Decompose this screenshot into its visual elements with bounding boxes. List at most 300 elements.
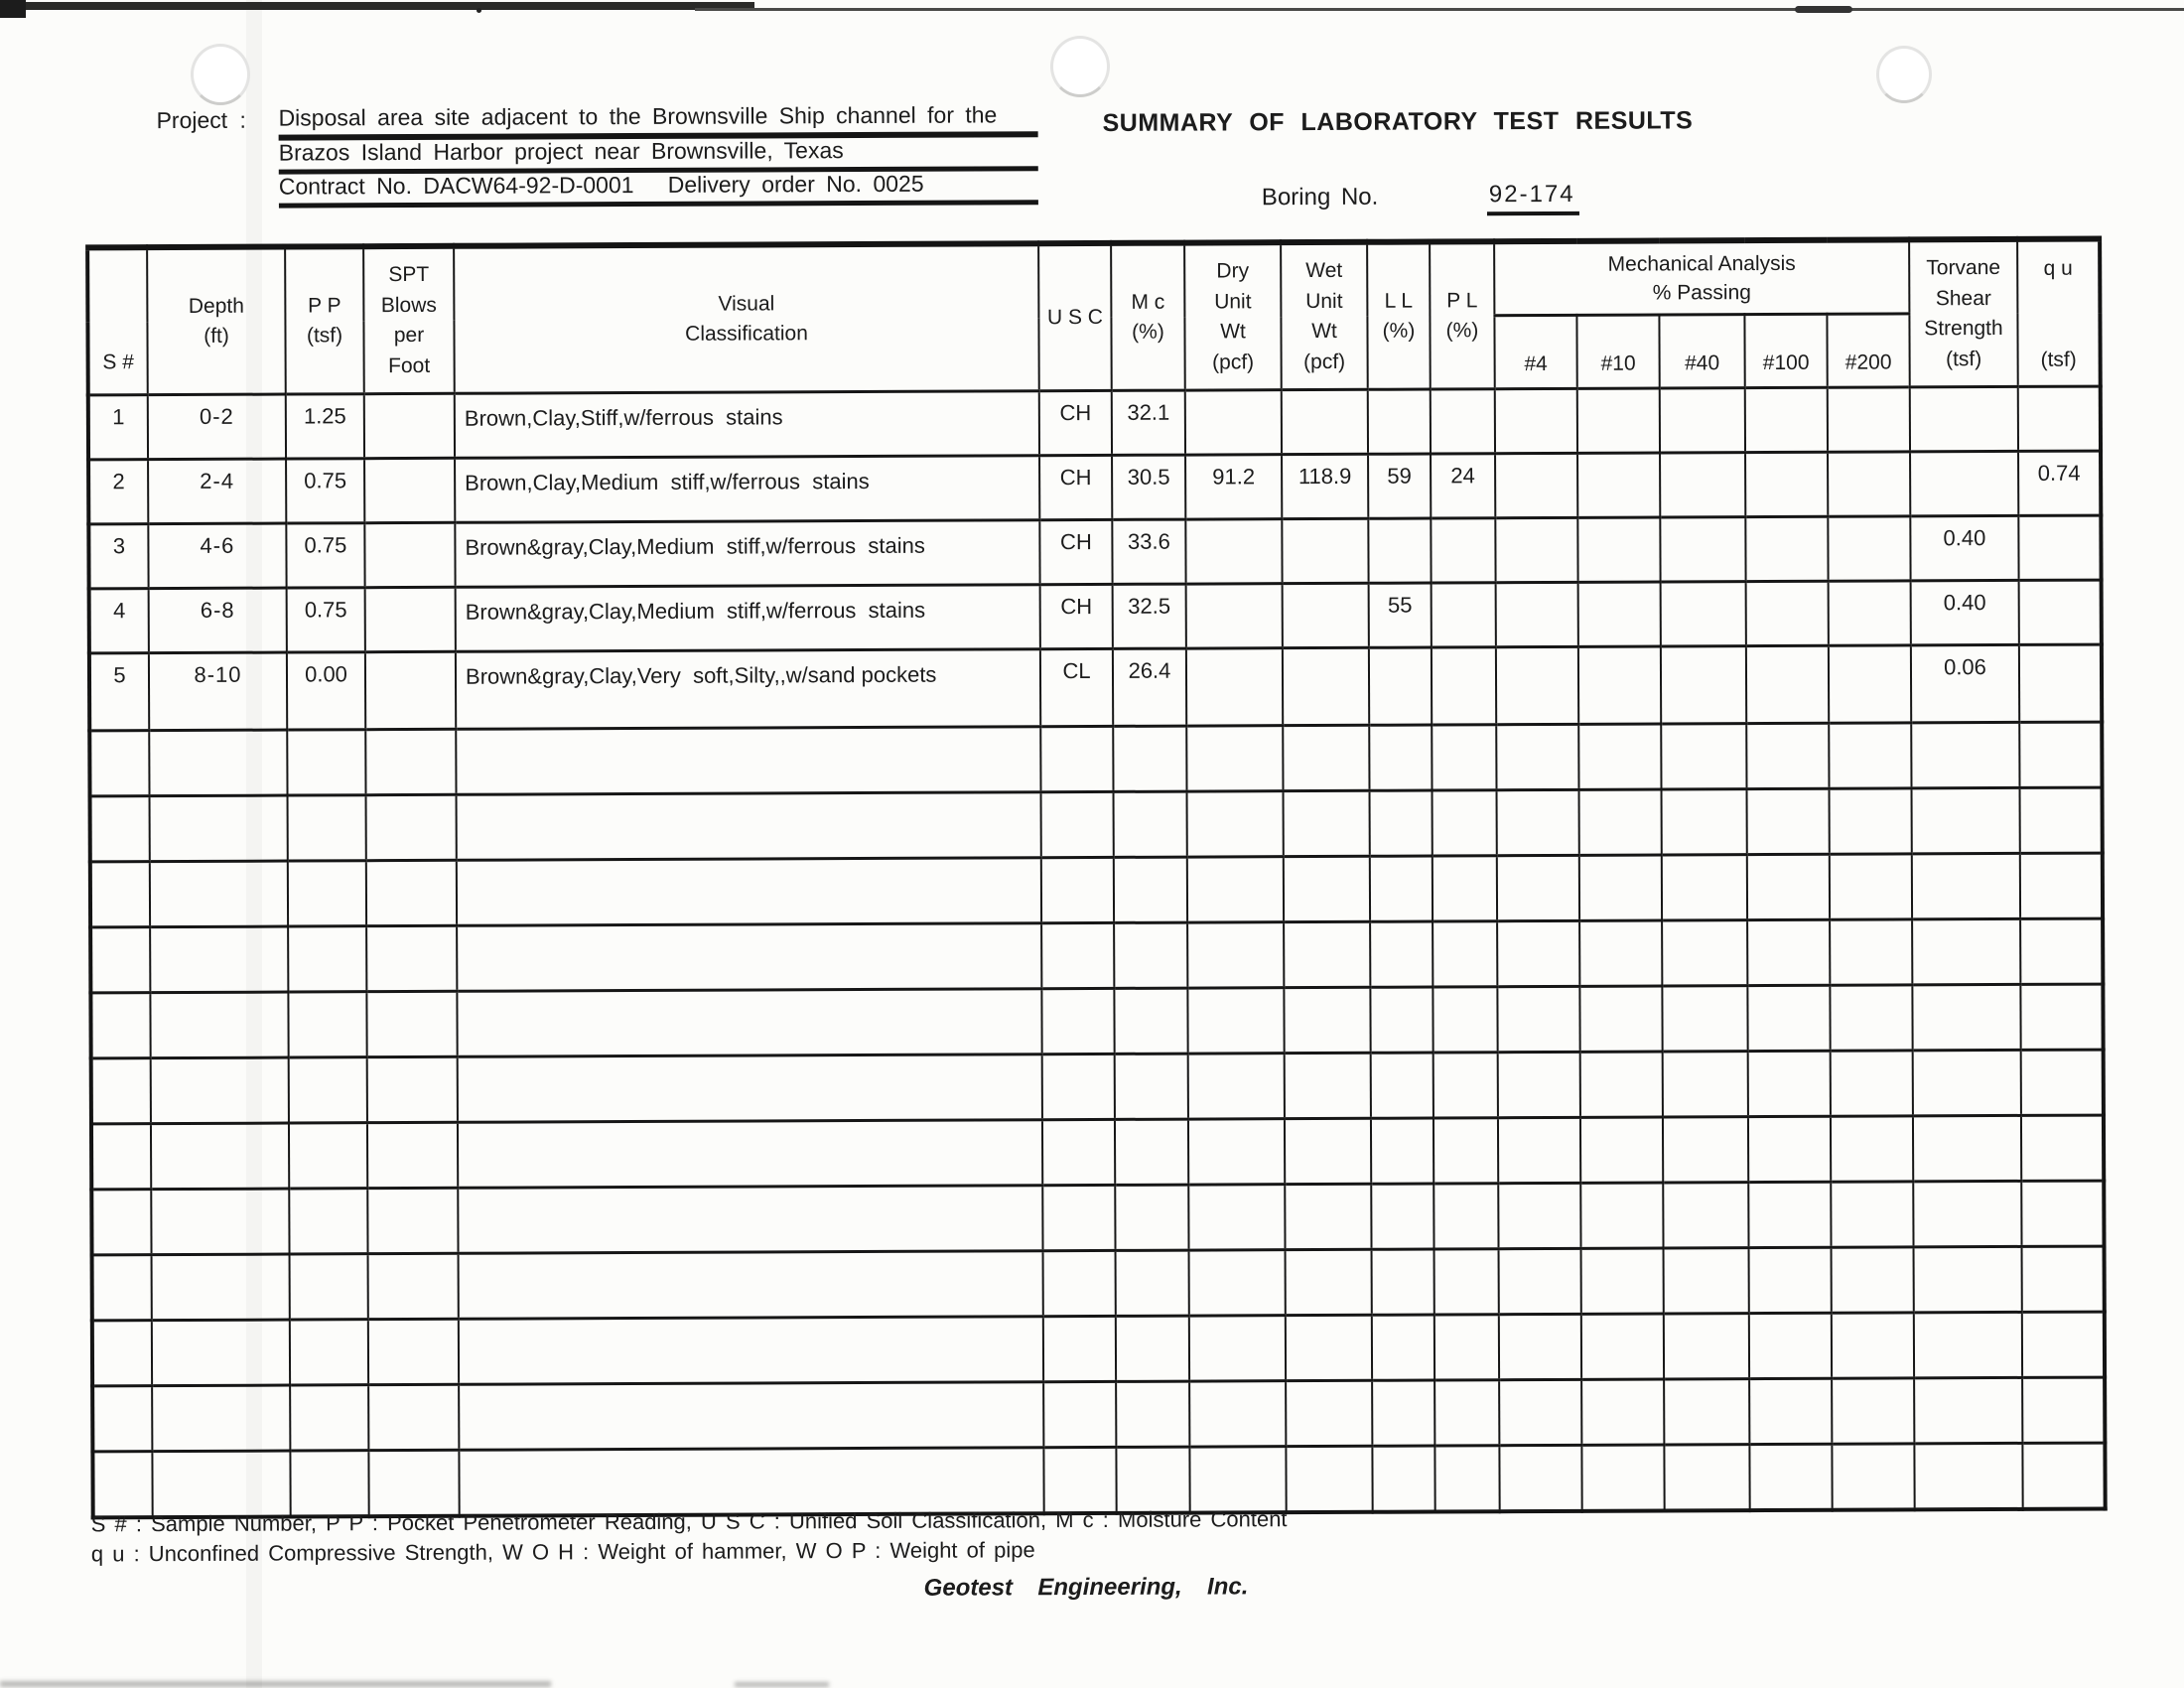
table-row-empty — [92, 1246, 2105, 1321]
cell-empty — [1115, 1119, 1188, 1185]
cell-usc: CH — [1039, 455, 1112, 519]
cell-empty — [150, 992, 288, 1058]
cell-empty — [1579, 855, 1662, 920]
cell-empty — [1433, 1184, 1498, 1249]
cell-empty — [91, 1058, 151, 1124]
cell-empty — [1043, 1316, 1116, 1381]
cell-empty — [1188, 1185, 1285, 1250]
cell-empty — [1914, 1312, 2022, 1377]
cell-empty — [1286, 1446, 1372, 1511]
cell-p4 — [1495, 388, 1577, 453]
cell-empty — [2021, 1050, 2104, 1115]
cell-empty — [152, 1254, 290, 1321]
cell-empty — [1285, 1184, 1371, 1249]
cell-p100 — [1745, 516, 1828, 581]
cell-empty — [1914, 1443, 2022, 1508]
cell-empty — [368, 1253, 459, 1319]
cell-empty — [1662, 986, 1747, 1052]
boring-number-label: Boring No. — [1261, 183, 1379, 211]
cell-usc: CH — [1039, 390, 1112, 455]
cell-empty — [290, 1385, 368, 1451]
cell-empty — [1286, 1249, 1372, 1315]
cell-empty — [1912, 787, 2020, 853]
cell-empty — [90, 862, 150, 927]
col-header-usc: U S C — [1038, 243, 1112, 391]
cell-empty — [367, 1056, 458, 1122]
cell-empty — [1116, 1316, 1189, 1381]
cell-empty — [1432, 725, 1496, 790]
cell-empty — [1747, 985, 1830, 1051]
cell-ll — [1368, 389, 1431, 454]
cell-empty — [290, 1320, 368, 1385]
cell-p100 — [1746, 581, 1829, 645]
table-row-empty — [90, 853, 2103, 927]
cell-empty — [1747, 919, 1830, 985]
cell-p4 — [1495, 517, 1577, 582]
cell-pp: 1.25 — [286, 394, 364, 459]
cell-empty — [1371, 1184, 1433, 1249]
cell-s: 1 — [88, 395, 148, 460]
cell-empty — [2021, 1181, 2104, 1246]
cell-s: 2 — [88, 460, 148, 524]
cell-spt — [364, 522, 455, 587]
cell-dry: 91.2 — [1185, 455, 1282, 519]
cell-s: 5 — [89, 653, 149, 731]
cell-empty — [1746, 723, 1829, 788]
cell-empty — [1497, 986, 1579, 1052]
cell-empty — [2020, 787, 2103, 853]
cell-dry — [1185, 519, 1282, 584]
cell-empty — [1749, 1313, 1832, 1378]
cell-empty — [1370, 987, 1433, 1053]
cell-empty — [1662, 789, 1747, 855]
footnote-2: q u : Unconfined Compressive Strength, W O H : Weight of hammer, W O P : Weight of pipe — [90, 1537, 1035, 1567]
table-row-empty — [91, 1181, 2104, 1255]
footnote-1: S # : Sample Number, P P : Pocket Penetrometer Reading, U S C : Unified Soil Classification, M c : Moisture Content — [90, 1506, 1288, 1537]
cell-pp: 0.75 — [286, 459, 364, 523]
cell-p100 — [1745, 452, 1828, 516]
cell-empty — [1187, 857, 1284, 922]
col-header-visual-classification: Visual Classification — [454, 243, 1039, 393]
cell-empty — [1832, 1247, 1914, 1313]
cell-empty — [1748, 1116, 1831, 1182]
cell-empty — [2022, 1443, 2105, 1508]
cell-empty — [288, 926, 366, 992]
cell-torvane: 0.40 — [1910, 515, 2018, 580]
cell-empty — [1189, 1250, 1286, 1316]
cell-empty — [457, 858, 1041, 926]
cell-empty — [288, 861, 366, 926]
table-row-empty — [91, 1050, 2104, 1124]
cell-mc: 26.4 — [1113, 648, 1186, 726]
cell-empty — [1831, 1051, 1913, 1116]
col-header-pp: P P (tsf) — [285, 246, 364, 394]
cell-empty — [1912, 984, 2020, 1050]
cell-empty — [1433, 856, 1497, 921]
project-line-3: Contract No. DACW64-92-D-0001 Delivery order No. 0025 — [279, 170, 1038, 208]
cell-p200 — [1828, 516, 1910, 581]
cell-torvane — [1910, 386, 2018, 451]
table-row-empty — [92, 1312, 2105, 1386]
cell-qu — [2018, 386, 2101, 451]
cell-empty — [1747, 788, 1830, 854]
cell-empty — [459, 1382, 1043, 1451]
cell-empty — [1832, 1313, 1914, 1378]
cell-empty — [1831, 1182, 1913, 1247]
cell-empty — [150, 795, 288, 862]
cell-empty — [1284, 987, 1370, 1053]
cell-depth: 0-2 — [148, 394, 286, 460]
cell-empty — [1832, 1378, 1914, 1444]
cell-empty — [1661, 724, 1746, 789]
cell-empty — [1831, 1116, 1913, 1182]
cell-empty — [1581, 1248, 1664, 1314]
cell-empty — [91, 1190, 151, 1255]
cell-empty — [91, 1124, 151, 1190]
cell-empty — [92, 1321, 152, 1386]
cell-empty — [290, 1254, 368, 1320]
cell-empty — [1372, 1315, 1434, 1380]
cell-empty — [2022, 1377, 2105, 1443]
cell-empty — [1663, 1117, 1748, 1183]
cell-empty — [458, 1120, 1042, 1189]
cell-empty — [1579, 986, 1662, 1052]
cell-ll: 59 — [1368, 454, 1431, 518]
results-table — [85, 236, 2108, 1519]
cell-empty — [150, 861, 288, 927]
cell-empty — [1832, 1444, 1914, 1509]
cell-empty — [1115, 1185, 1188, 1250]
cell-empty — [289, 1189, 367, 1254]
cell-empty — [366, 794, 457, 860]
cell-spt — [365, 587, 456, 651]
cell-empty — [1040, 726, 1113, 791]
cell-empty — [367, 1122, 458, 1188]
cell-empty — [1114, 922, 1187, 988]
cell-mc: 32.5 — [1113, 584, 1186, 648]
cell-empty — [1664, 1445, 1749, 1510]
cell-empty — [1913, 1115, 2021, 1181]
cell-p10 — [1578, 582, 1661, 646]
cell-empty — [1186, 726, 1283, 791]
cell-empty — [1115, 1054, 1188, 1119]
cell-empty — [1581, 1445, 1664, 1510]
cell-empty — [1830, 788, 1912, 854]
cell-empty — [1912, 918, 2020, 984]
cell-empty — [1434, 1315, 1499, 1380]
cell-empty — [366, 991, 457, 1056]
cell-empty — [1749, 1444, 1832, 1509]
cell-empty — [1664, 1379, 1749, 1445]
cell-empty — [92, 1386, 152, 1452]
cell-ll — [1368, 518, 1431, 583]
cell-empty — [1286, 1315, 1372, 1380]
col-header-torvane: Torvane Shear Strength (tsf) — [1909, 239, 2018, 387]
cell-torvane: 0.40 — [1911, 580, 2019, 644]
cell-empty — [90, 927, 150, 993]
table-row — [88, 515, 2101, 589]
cell-wet — [1283, 647, 1369, 725]
cell-dry — [1186, 648, 1283, 726]
cell-empty — [1041, 988, 1114, 1054]
cell-empty — [1749, 1247, 1832, 1313]
cell-empty — [1433, 1118, 1498, 1184]
cell-p40 — [1660, 517, 1745, 582]
cell-empty — [1498, 1052, 1580, 1117]
cell-empty — [1434, 1249, 1499, 1315]
cell-empty — [368, 1450, 459, 1515]
cell-empty — [152, 1320, 290, 1386]
cell-empty — [1748, 1051, 1831, 1116]
cell-pl: 24 — [1431, 454, 1495, 518]
cell-qu — [2019, 644, 2102, 722]
cell-empty — [1496, 724, 1578, 789]
cell-empty — [1285, 1118, 1371, 1184]
cell-visual: Brown,Clay,Stiff,w/ferrous stains — [455, 391, 1039, 459]
table-row — [88, 451, 2101, 524]
table-row-empty — [90, 787, 2103, 862]
cell-visual: Brown&gray,Clay,Medium stiff,w/ferrous stains — [456, 585, 1040, 652]
cell-empty — [1189, 1316, 1286, 1381]
cell-empty — [1372, 1380, 1434, 1446]
table-row-empty — [92, 1443, 2105, 1517]
cell-empty — [1114, 857, 1187, 922]
cell-empty — [1041, 791, 1114, 857]
cell-empty — [1043, 1381, 1116, 1447]
cell-empty — [92, 1452, 152, 1517]
cell-empty — [1369, 725, 1432, 790]
cell-p40 — [1661, 582, 1746, 646]
cell-empty — [1662, 855, 1747, 920]
cell-spt — [364, 458, 455, 522]
cell-empty — [1283, 725, 1369, 790]
cell-empty — [1433, 790, 1497, 856]
cell-empty — [365, 729, 456, 794]
cell-empty — [1284, 856, 1370, 921]
cell-empty — [1498, 1183, 1580, 1248]
cell-empty — [2022, 1246, 2105, 1312]
cell-empty — [2020, 918, 2103, 984]
cell-empty — [150, 926, 288, 993]
cell-empty — [1041, 857, 1114, 922]
cell-depth: 6-8 — [149, 588, 287, 653]
cell-empty — [1188, 1119, 1285, 1185]
cell-pl — [1431, 518, 1495, 583]
cell-empty — [457, 923, 1041, 992]
sieve-label-200: #200 — [1827, 314, 1909, 387]
cell-empty — [2019, 722, 2102, 787]
cell-empty — [1114, 791, 1187, 857]
table-row — [89, 580, 2102, 653]
cell-empty — [289, 1057, 367, 1123]
table-row-empty — [89, 722, 2102, 796]
cell-empty — [1043, 1447, 1116, 1512]
cell-spt — [364, 393, 455, 458]
cell-empty — [458, 1186, 1042, 1254]
cell-empty — [1114, 988, 1187, 1054]
cell-empty — [368, 1319, 459, 1384]
cell-empty — [149, 730, 287, 796]
cell-empty — [1830, 985, 1912, 1051]
cell-visual: Brown&gray,Clay,Very soft,Silty,,w/sand pockets — [456, 649, 1040, 730]
col-header-qu: q u (tsf) — [2017, 239, 2101, 387]
cell-s: 4 — [89, 589, 149, 653]
cell-empty — [456, 727, 1040, 795]
cell-empty — [1116, 1381, 1189, 1447]
cell-wet — [1283, 583, 1369, 647]
cell-pp: 0.75 — [286, 523, 364, 588]
cell-p200 — [1829, 645, 1911, 723]
cell-p10 — [1578, 646, 1661, 724]
table-row-empty — [92, 1377, 2105, 1452]
cell-empty — [1116, 1447, 1189, 1512]
col-header-ll: L L (%) — [1367, 242, 1431, 390]
sieve-label-4: #4 — [1494, 315, 1576, 388]
col-header-pl: P L (%) — [1430, 241, 1495, 389]
cell-empty — [1434, 1380, 1499, 1446]
cell-empty — [1370, 921, 1433, 987]
cell-empty — [458, 1055, 1042, 1123]
sieve-label-100: #100 — [1744, 314, 1827, 387]
cell-empty — [1581, 1314, 1664, 1379]
cell-pl — [1432, 647, 1496, 725]
col-header-mc: M c (%) — [1111, 243, 1185, 391]
cell-pp: 0.00 — [287, 652, 365, 730]
cell-empty — [289, 1123, 367, 1189]
cell-mc: 30.5 — [1112, 455, 1185, 519]
cell-empty — [1498, 1117, 1580, 1183]
cell-dry — [1185, 390, 1282, 455]
col-header-wet-unit-wt: Wet Unit Wt (pcf) — [1281, 242, 1368, 390]
cell-empty — [1371, 1118, 1433, 1184]
cell-p200 — [1828, 452, 1910, 516]
cell-p200 — [1829, 581, 1911, 645]
cell-dry — [1186, 584, 1283, 648]
cell-empty — [459, 1317, 1043, 1385]
cell-p40 — [1661, 646, 1746, 724]
cell-empty — [1579, 920, 1662, 986]
cell-p40 — [1660, 388, 1745, 453]
cell-empty — [366, 925, 457, 991]
cell-empty — [1913, 1181, 2021, 1246]
cell-empty — [457, 989, 1041, 1057]
cell-usc: CH — [1040, 584, 1113, 648]
cell-empty — [1042, 1185, 1115, 1250]
cell-empty — [90, 993, 150, 1058]
cell-empty — [1911, 722, 2019, 787]
cell-p40 — [1660, 453, 1745, 517]
cell-empty — [1497, 920, 1579, 986]
cell-empty — [2020, 853, 2103, 918]
cell-pp: 0.75 — [287, 588, 365, 652]
cell-qu — [2019, 580, 2102, 644]
cell-p100 — [1746, 645, 1829, 723]
cell-visual: Brown&gray,Clay,Medium stiff,w/ferrous stains — [455, 520, 1039, 588]
col-header-mechanical-analysis: Mechanical Analysis % Passing — [1494, 239, 1909, 315]
cell-empty — [290, 1451, 368, 1516]
cell-empty — [1578, 724, 1661, 789]
cell-empty — [1662, 920, 1747, 986]
cell-usc: CL — [1040, 648, 1113, 726]
cell-empty — [1042, 1119, 1115, 1185]
cell-spt — [365, 651, 456, 729]
cell-empty — [1285, 1053, 1371, 1118]
cell-empty — [1113, 726, 1186, 791]
cell-p100 — [1745, 387, 1828, 452]
cell-ll: 55 — [1369, 583, 1432, 647]
cell-mc: 33.6 — [1112, 519, 1185, 584]
cell-empty — [1830, 919, 1912, 985]
cell-empty — [1579, 789, 1662, 855]
cell-empty — [368, 1384, 459, 1450]
cell-empty — [1580, 1183, 1663, 1248]
cell-empty — [1499, 1379, 1581, 1445]
sieve-label-40: #40 — [1659, 315, 1744, 388]
cell-s: 3 — [88, 524, 148, 589]
cell-p10 — [1577, 388, 1660, 453]
cell-empty — [366, 860, 457, 925]
cell-empty — [1581, 1379, 1664, 1445]
cell-empty — [1187, 988, 1284, 1054]
cell-p4 — [1496, 646, 1578, 724]
cell-empty — [1580, 1117, 1663, 1183]
cell-pl — [1432, 583, 1496, 647]
cell-visual: Brown,Clay,Medium stiff,w/ferrous stains — [455, 456, 1039, 523]
cell-empty — [288, 795, 366, 861]
cell-qu — [2018, 515, 2101, 580]
cell-empty — [1370, 856, 1433, 921]
cell-empty — [151, 1123, 289, 1190]
cell-empty — [1747, 854, 1830, 919]
cell-empty — [1043, 1250, 1116, 1316]
cell-empty — [1286, 1380, 1372, 1446]
cell-empty — [1284, 921, 1370, 987]
cell-empty — [1914, 1377, 2022, 1443]
cell-empty — [288, 992, 366, 1057]
cell-empty — [1830, 854, 1912, 919]
cell-empty — [1372, 1446, 1434, 1511]
cell-empty — [1189, 1381, 1286, 1447]
table-row-empty — [91, 1115, 2104, 1190]
cell-empty — [287, 730, 365, 795]
cell-usc: CH — [1039, 519, 1112, 584]
sieve-label-10: #10 — [1576, 315, 1659, 388]
cell-empty — [152, 1385, 290, 1452]
col-header-depth: Depth (ft) — [147, 247, 286, 395]
cell-empty — [1664, 1248, 1749, 1314]
cell-empty — [1371, 1053, 1433, 1118]
cell-empty — [1663, 1183, 1748, 1248]
cell-wet — [1282, 389, 1368, 454]
cell-pl — [1431, 389, 1495, 454]
table-row-empty — [90, 918, 2103, 993]
cell-empty — [1913, 1050, 2021, 1115]
cell-empty — [1499, 1248, 1581, 1314]
table-row-empty — [90, 984, 2103, 1058]
cell-empty — [1914, 1246, 2022, 1312]
col-header-spt: SPT Blows per Foot — [363, 246, 455, 394]
cell-empty — [1434, 1446, 1499, 1511]
cell-p4 — [1496, 582, 1578, 646]
cell-empty — [2020, 984, 2103, 1050]
cell-empty — [1433, 921, 1497, 987]
project-line-1: Disposal area site adjacent to the Brownsville Ship channel for the — [278, 101, 1037, 140]
cell-p10 — [1577, 517, 1660, 582]
cell-empty — [151, 1189, 289, 1255]
cell-depth: 4-6 — [148, 523, 286, 589]
project-line-2: Brazos Island Harbor project near Brownsville, Texas — [279, 136, 1038, 174]
cell-empty — [1497, 855, 1579, 920]
